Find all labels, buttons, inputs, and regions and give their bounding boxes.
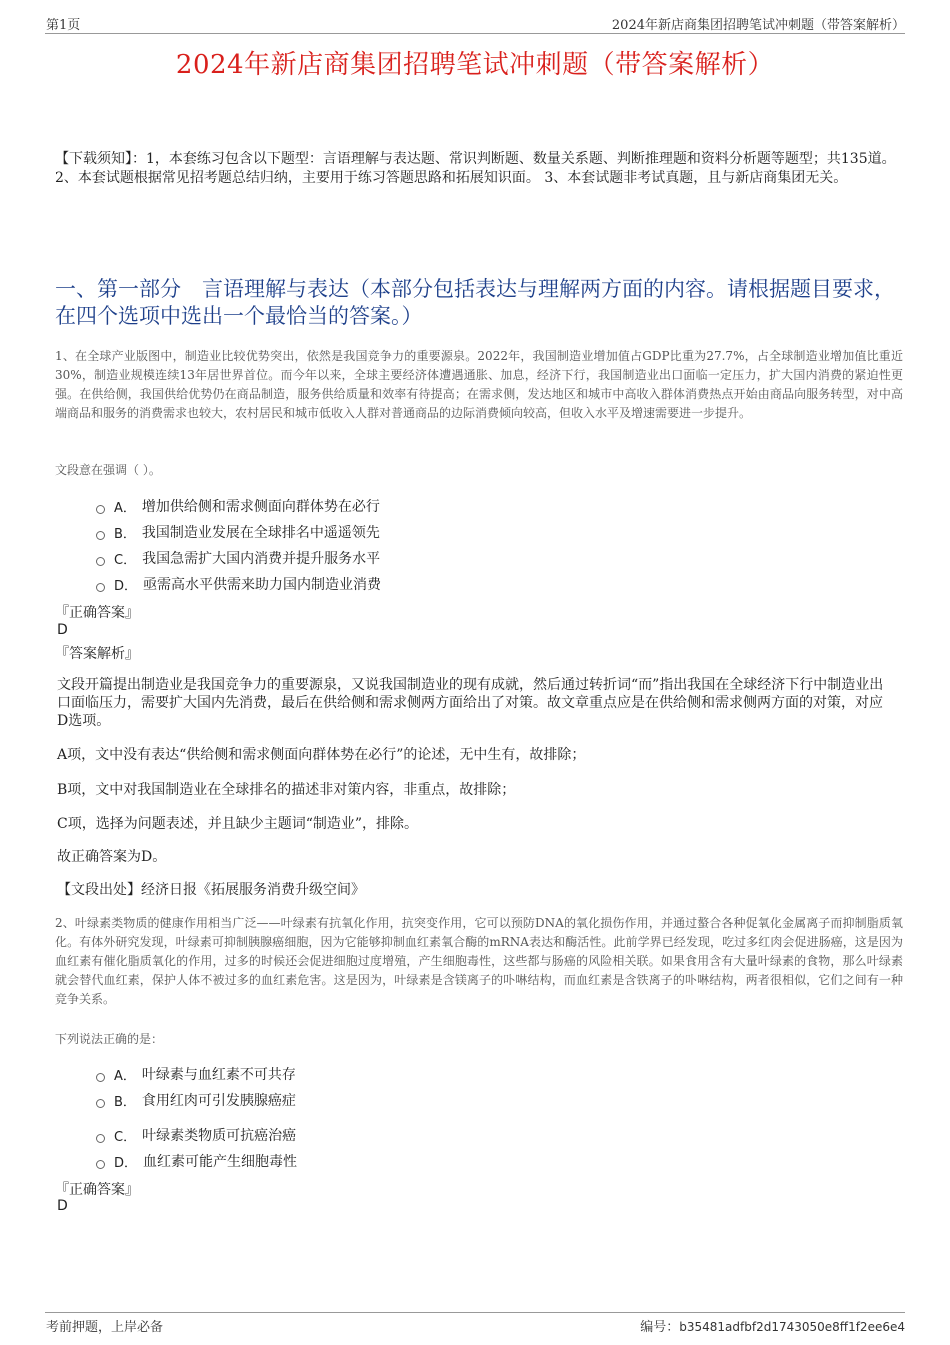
option-text: 增加供给侧和需求侧面向群体势在必行: [141, 499, 380, 515]
footer-rule: [45, 1312, 905, 1313]
option-text: 亟需高水平供需来助力国内制造业消费: [143, 577, 382, 593]
footer-slogan: 考前押题，上岸必备: [46, 1320, 164, 1335]
option-letter: D．: [114, 1155, 138, 1171]
footer-code: [640, 1316, 905, 1335]
q2-option-d[interactable]: [96, 1151, 297, 1171]
radio-icon[interactable]: [96, 505, 105, 514]
option-letter: B．: [114, 526, 136, 542]
q2-passage: 2、叶绿素类物质的健康作用相当广泛——叶绿素有抗氧化作用，抗突变作用，它可以预防DNA的氧化损伤作用，并通过螯合各种促氧化金属离子而抑制脂质氧化。有体外研究发现，叶绿素可抑制胰腺癌细胞，因为它能够抑制血红素氧合酶的mRNA表达和酶活性。此前学界已经发现，吃过多红肉会促进肠癌，这是因为血红素有催化脂质氧化的作用，过多的时候还会促进细胞过度增殖，产生细胞毒性，这些都与肠癌的风险相关联。如果食用含有大量叶绿素的食物，那么叶绿素就会替代血红素，保护人体不被过多的血红素危害。这是因为，叶绿素是含镁离子的卟啉结构，而血红素是含铁离子的卟啉结构，两者很相似，它们之间有一种竞争关系。: [55, 916, 903, 1006]
q1-option-a[interactable]: [96, 496, 380, 516]
option-letter: B．: [114, 1094, 136, 1110]
option-text: 我国急需扩大国内消费并提升服务水平: [142, 551, 381, 567]
q1-answer-label: 『正确答案』: [55, 605, 139, 621]
option-letter: C．: [114, 552, 137, 568]
page-title: 2024年新店商集团招聘笔试冲刺题（带答案解析）: [175, 50, 775, 80]
option-text: 食用红肉可引发胰腺癌症: [141, 1093, 296, 1109]
q2-prompt: 下列说法正确的是：: [55, 1032, 164, 1046]
page-number: 第1页: [46, 18, 81, 33]
option-letter: D．: [114, 578, 138, 594]
radio-icon[interactable]: [96, 531, 105, 540]
option-text: 叶绿素类物质可抗癌治癌: [142, 1128, 297, 1144]
q2-option-b[interactable]: [96, 1090, 296, 1110]
section-heading: 一、第一部分 言语理解与表达（本部分包括表达与理解两方面的内容。请根据题目要求，在四个选项中选出一个最恰当的答案。）: [55, 277, 895, 328]
option-text: 叶绿素与血红素不可共存: [141, 1067, 296, 1083]
download-notice: 【下载须知】：1，本套练习包含以下题型：言语理解与表达题、常识判断题、数量关系题、判断推理题和资料分析题等题型；共135道。 2、本套试题根据常见招考题总结归纳，主要用于练习答题思路和拓展知识面。 3、本套试题非考试真题，且与新店商集团无关。: [55, 151, 896, 186]
q1-analysis-label: 『答案解析』: [55, 646, 139, 662]
option-letter: C．: [114, 1129, 137, 1145]
footer-code-label: 编号：: [640, 1320, 680, 1335]
q1-analysis-summary: 文段开篇提出制造业是我国竞争力的重要源泉，又说我国制造业的现有成就，然后通过转折词“而”指出我国在全球经济下行中制造业出口面临压力，需要扩大国内先消费，最后在供给侧和需求侧两方面给出了对策。故文章重点应是在供给侧和需求侧两方面的对策，对应D选项。: [57, 677, 884, 729]
radio-icon[interactable]: [96, 1099, 105, 1108]
option-text: 我国制造业发展在全球排名中遥遥领先: [141, 525, 380, 541]
q1-option-b[interactable]: [96, 522, 380, 542]
q2-answer: D: [57, 1198, 68, 1214]
radio-icon[interactable]: [96, 557, 105, 566]
radio-icon[interactable]: [96, 1160, 105, 1169]
radio-icon[interactable]: [96, 1134, 105, 1143]
radio-icon[interactable]: [96, 1073, 105, 1082]
footer-code-value: b35481adfbf2d1743050e8ff1f2ee6e4: [679, 1320, 905, 1334]
q1-source: 【文段出处】经济日报《拓展服务消费升级空间》: [57, 882, 365, 898]
q1-analysis-c: C项，选择为问题表述，并且缺少主题词“制造业”，排除。: [57, 816, 419, 832]
q1-analysis-b: B项，文中对我国制造业在全球排名的描述非对策内容，非重点，故排除；: [57, 782, 516, 798]
q2-option-a[interactable]: [96, 1064, 296, 1084]
header-doc-title: 2024年新店商集团招聘笔试冲刺题（带答案解析）: [611, 18, 905, 33]
q2-option-c[interactable]: [96, 1125, 296, 1145]
header-rule: [45, 33, 905, 34]
q1-option-c[interactable]: [96, 548, 380, 568]
q1-answer: D: [57, 622, 68, 638]
option-text: 血红素可能产生细胞毒性: [143, 1154, 298, 1170]
q1-prompt: 文段意在强调（ ）。: [55, 463, 161, 477]
q1-analysis-conclusion: 故正确答案为D。: [57, 849, 167, 865]
option-letter: A．: [114, 500, 136, 516]
radio-icon[interactable]: [96, 583, 105, 592]
q1-analysis-a: A项，文中没有表达“供给侧和需求侧面向群体势在必行”的论述，无中生有，故排除；: [57, 747, 586, 763]
q1-option-d[interactable]: [96, 574, 381, 594]
q1-passage: 1、在全球产业版图中，制造业比较优势突出，依然是我国竞争力的重要源泉。2022年，我国制造业增加值占GDP比重为27.7%，占全球制造业增加值比重近30%，制造业规模连续13年居世界首位。而今年以来，全球主要经济体遭遇通胀、加息，经济下行，我国制造业出口面临一定压力，扩大国内消费的紧迫性更强。在供给侧，我国供给优势仍在商品制造，服务供给质量和效率有待提高；在需求侧，发达地区和城市中高收入群体消费热点开始由商品向服务转型，对中高端商品和服务的消费需求也较大，农村居民和城市低收入人群对普通商品的边际消费倾向较高，但收入水平及增速需要进一步提升。: [55, 349, 903, 420]
option-letter: A．: [114, 1068, 136, 1084]
q2-answer-label: 『正确答案』: [55, 1182, 139, 1198]
